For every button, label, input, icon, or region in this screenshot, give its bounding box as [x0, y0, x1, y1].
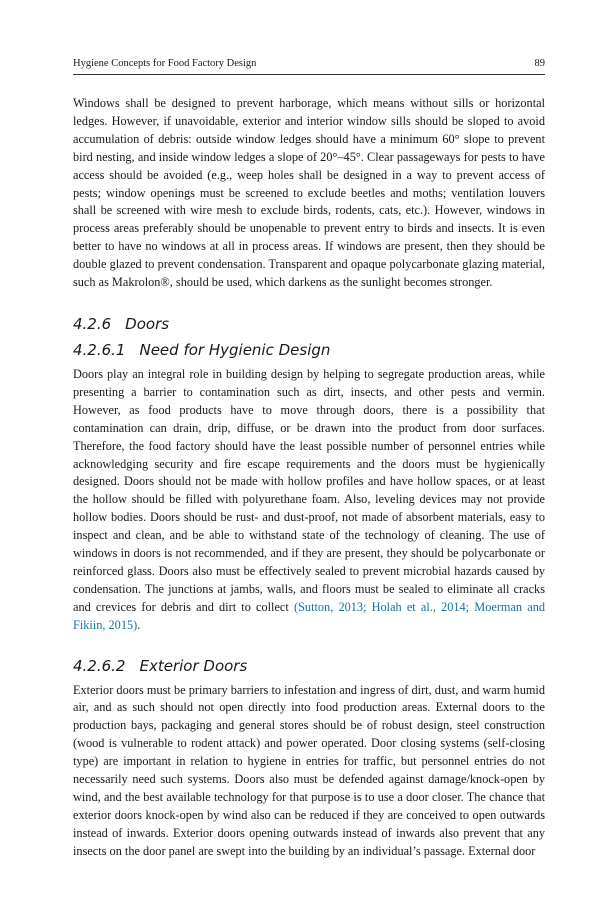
page-number: 89 [534, 58, 545, 69]
header-rule [73, 74, 545, 75]
paragraph-doors-need-text: Doors play an integral role in building design by helping to segregate production areas, while presenting a barrier to contamination such as dirt, insects, and other pests and vermin. However, as food products have to move through doors, there is a possibility that contamination can drain, drip, diffuse, or be drawn into the product from door surfaces. Therefore, the food factory should have the least possible number of personnel entries while acknowledging security and fire escape requirements and the doors must be hygienically designed. Doors should not be made with hollow profiles and have hollow spaces, or at least the hollow should be filled with polyurethane foam. Also, leveling devices may not provide hollow bodies. Doors should be rust- and dust-proof, not made of absorbent materials, easy to inspect and clean, and be able to withstand state of the technology of cleaning. The use of windows in doors is not recommended, and if they are present, they should be polycarbonate or reinforced glass. Doors also must be effectively sealed to prevent microbial hazards caused by condensation. The junctions at jambs, walls, and floors must be sealed to eliminate all cracks and crevices for debris and dirt to collect [73, 366, 545, 614]
subsection-number: 4.2.6.1 [73, 340, 126, 359]
paragraph-doors-need-end: . [137, 617, 141, 632]
section-heading-doors [73, 315, 545, 333]
subsection-title: Exterior Doors [139, 656, 248, 675]
subsection-heading-exterior-doors [73, 657, 545, 675]
subsection-heading-need-for-hygienic-design [73, 341, 545, 359]
paragraph-doors-need [73, 366, 545, 635]
subsection-title: Need for Hygienic Design [139, 340, 331, 359]
subsection-number: 4.2.6.2 [73, 656, 126, 675]
running-title: Hygiene Concepts for Food Factory Design [73, 58, 257, 69]
running-head [73, 58, 545, 72]
section-title: Doors [125, 314, 170, 333]
body-text [73, 95, 545, 861]
paragraph-windows: Windows shall be designed to prevent harborage, which means without sills or horizontal ledges. However, if unavoidable, exterior and interior window sills should be sloped to avoid accumulation of debris: outside window ledges should have a minimum 60° slope to prevent bird nesting, and inside window ledges a slope of 20°–45°. Clear passageways for pests to have access should be avoided (e.g., weep holes shall be designed in a way to prevent access of pests; window openings must be screened to exclude beetles and moths; ventilation louvers shall be screened with wire mesh to exclude birds, rodents, cats, etc.). However, windows in process areas preferably should be unopenable to prevent entry to birds and insects. It is even better to have no windows at all in process areas. If windows are present, then they should be double glazed to prevent condensation. Transparent and opaque polycarbonate glazing material, such as Makrolon®, should be used, which darkens as the sunlight becomes stronger. [73, 96, 545, 290]
citation-link[interactable]: (Sutton, 2013; Holah et al., 2014; Moerman and Fikiin, 2015) [73, 599, 546, 632]
paragraph-exterior-doors: Exterior doors must be primary barriers to infestation and ingress of dirt, dust, and warm humid air, and as such should not open directly into food production areas. External doors to the production bays, packaging and general stores should be of robust design, steel construction (wood is vulnerable to rodent attack) and power operated. Door closing systems (self-closing type) are important in relation to hygiene in entries for traffic, but personnel entries do not necessarily need such systems. Doors also must be defended against damage/knock-open by wind, and the best available technology for that purpose is to use a door closer. The chance that exterior doors knock-open by wind also can be reduced if they are conceived to open outwards instead of inwards. Exterior doors opening outwards instead of inwards also prevent that any insects on the door panel are swept into the building by an individual’s passage. External door [73, 682, 545, 858]
section-number: 4.2.6 [73, 314, 112, 333]
